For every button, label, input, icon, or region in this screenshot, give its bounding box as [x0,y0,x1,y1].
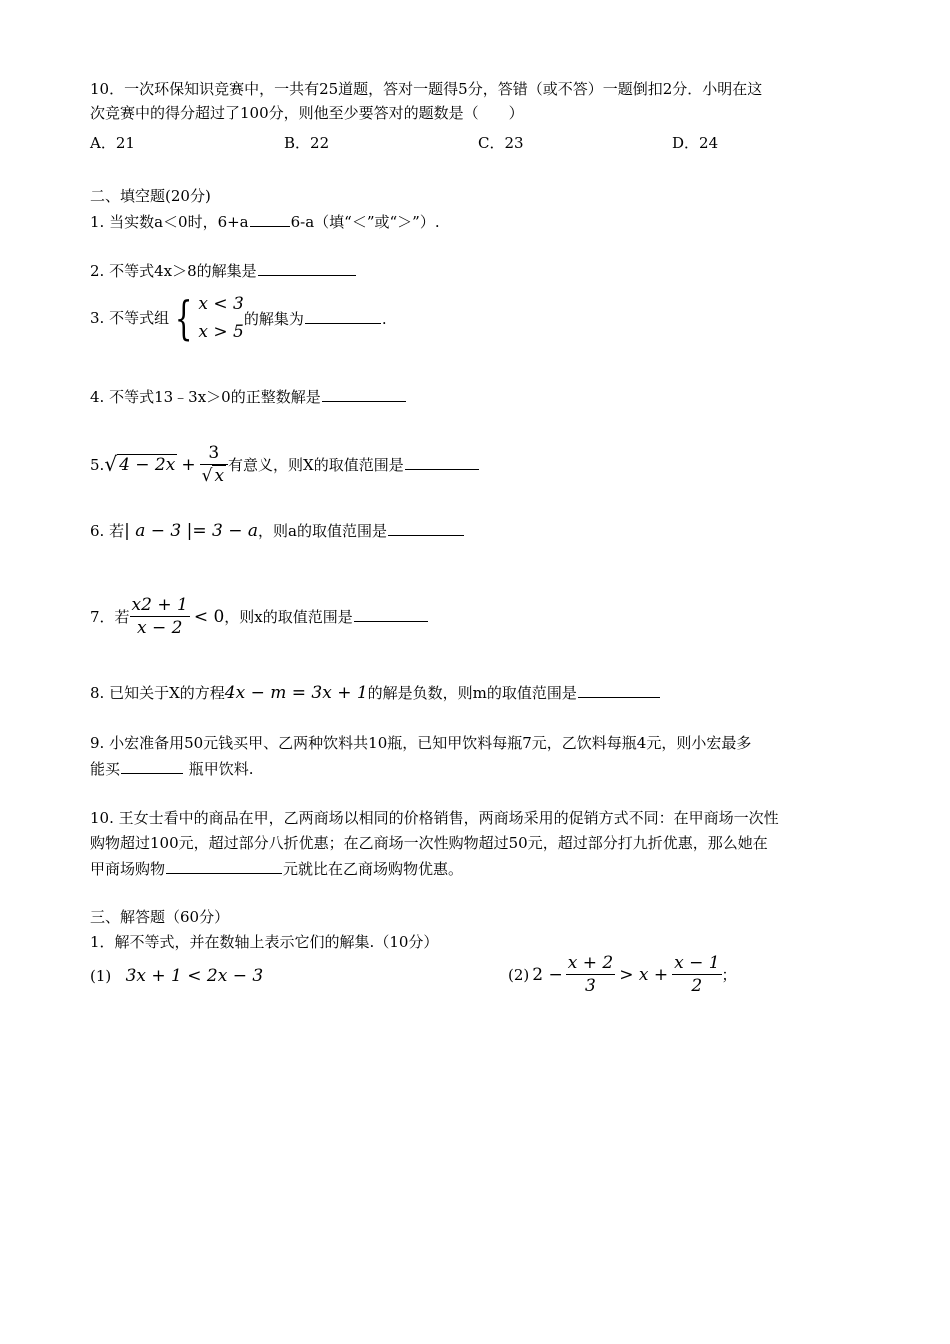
fill-3 [90,290,387,346]
problem-2 [508,952,737,997]
section3-q1: 1．解不等式，并在数轴上表示它们的解集.（10分） [90,933,439,951]
fill-5-denominator: x [214,466,225,486]
fill-6-blank[interactable] [388,520,464,536]
fill-5 [90,442,480,487]
fill-7-relation: < 0 [193,606,225,627]
fill-5-pre: 5. [90,455,105,474]
fill-8-expr: 4x − m = 3x + 1 [224,683,368,703]
fill-5-blank[interactable] [405,454,479,470]
fill-6-post: ，则a的取值范围是 [258,522,387,540]
fill-9-pre: 能买 [90,760,121,778]
problem-2-numerator-2: x − 1 [674,953,720,973]
problem-2-numerator-1: x + 2 [567,953,614,973]
fill-4-blank[interactable] [322,386,406,402]
fill-1-blank[interactable] [250,211,290,227]
fill-9-line1: 9. 小宏准备用50元钱买甲、乙两种饮料共10瓶，已知甲饮料每瓶7元，乙饮料每瓶4元，则小宏最多 [90,734,752,752]
section3-title: 三、解答题（60分） [90,908,230,926]
fill-5-radicand: 4 − 2x [119,455,176,475]
fill-6 [90,520,465,541]
inequality-system [198,290,243,346]
problem-2-label: (2) [508,965,530,984]
sqrt-icon: √ [201,466,213,486]
fill-7-pre: 7．若 [90,607,130,626]
problem-2-denominator-1: 3 [585,976,596,996]
fill-1-post: 6-a（填“＜”或“＞”）. [290,213,440,231]
fill-1 [90,211,440,232]
fill-8-post: 的解是负数，则m的取值范围是 [367,684,577,702]
fill-5-plus: + [181,454,196,475]
fill-8-blank[interactable] [578,682,660,698]
section2-title: 二、填空题(20分) [90,187,211,205]
fill-10-line3 [90,858,463,879]
problem-2-fraction-2 [672,952,721,997]
fill-10-line2: 购物超过100元，超过部分八折优惠；在乙商场一次性购物超过50元，超过部分打九折优惠，那么她在 [90,834,768,852]
fill-9-blank[interactable] [121,758,183,774]
fill-3-end: . [381,309,387,328]
fill-5-numerator: 3 [200,442,228,465]
fill-7-blank[interactable] [354,606,428,622]
fill-2-pre: 2. 不等式4x＞8的解集是 [90,262,257,280]
fill-7 [90,594,429,639]
fill-2-blank[interactable] [258,260,356,276]
system-row-2: x > 5 [198,322,244,342]
fill-6-expr: | a − 3 |= 3 − a [124,521,259,541]
fill-5-fraction [200,442,228,487]
fill-5-post: 有意义，则X的取值范围是 [228,456,404,474]
problem-2-end: ； [721,965,737,984]
fill-10-line1: 10. 王女士看中的商品在甲，乙两商场以相同的价格销售，两商场采用的促销方式不同：在甲商场一次性 [90,809,779,827]
q10-option-a: A．21 [90,134,135,152]
fill-4 [90,386,407,407]
fill-8 [90,682,661,703]
q10-line1: 10．一次环保知识竞赛中，一共有25道题，答对一题得5分，答错（或不答）一题倒扣2分．小明在这 [90,80,763,98]
q10-option-d: D．24 [672,134,719,152]
fill-1-pre: 1. 当实数a＜0时，6+a [90,213,249,231]
problem-2-fraction-1 [566,952,615,997]
problem-1 [90,966,263,986]
fill-7-post: ，则x的取值范围是 [224,608,353,626]
fill-9-line2 [90,758,254,779]
problem-2-mid: > x + [619,964,669,985]
fill-10-pre: 甲商场购物 [90,860,166,878]
fill-4-pre: 4. 不等式13﹣3x＞0的正整数解是 [90,388,321,406]
fill-10-blank[interactable] [166,858,282,874]
fill-7-denominator: x − 2 [136,618,183,638]
problem-2-denominator-2: 2 [691,976,703,996]
problem-1-label: (1) [90,967,112,985]
problem-1-expr: 3x + 1 < 2x − 3 [125,966,264,986]
fill-6-pre: 6. 若 [90,522,125,540]
fill-3-blank[interactable] [305,308,381,324]
q10-option-b: B．22 [284,134,330,152]
sqrt-icon: √ [104,452,118,476]
fill-3-post: 的解集为 [243,309,304,328]
q10-line2: 次竞赛中的得分超过了100分，则他至少要答对的题数是（ ） [90,104,524,122]
problem-2-two: 2 − [532,964,563,985]
fill-3-pre: 3. 不等式组 [90,309,170,327]
fill-9-post: 瓶甲饮料. [184,760,254,778]
left-brace-icon: { [174,291,193,345]
fill-7-numerator: x2 + 1 [131,595,188,615]
system-row-1: x < 3 [198,294,244,314]
fill-8-pre: 8. 已知关于X的方程 [90,684,225,702]
fill-2 [90,260,357,281]
fill-7-fraction [130,594,190,639]
fill-10-post: 元就比在乙商场购物优惠。 [283,860,464,878]
q10-option-c: C．23 [478,134,524,152]
